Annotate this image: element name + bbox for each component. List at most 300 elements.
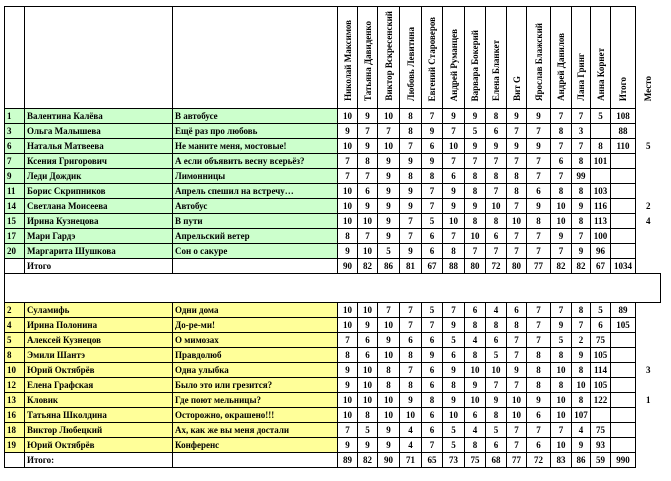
table-row	[5, 214, 661, 229]
place-cell	[636, 378, 661, 393]
score-cell: 10	[551, 393, 572, 408]
score-cell: 9	[443, 393, 465, 408]
totals-blank	[173, 259, 338, 274]
score-cell: 6	[527, 438, 551, 453]
score-cell: 10	[358, 393, 378, 408]
score-cell: 5	[358, 423, 378, 438]
score-cell: 6	[507, 303, 527, 318]
score-cell: 9	[338, 378, 358, 393]
judge-header	[338, 7, 358, 109]
score-cell: 9	[507, 363, 527, 378]
score-cell: 9	[465, 378, 486, 393]
entry-number: 8	[5, 348, 25, 363]
column-total: 90	[378, 453, 400, 468]
score-cell: 6	[358, 333, 378, 348]
score-cell: 4	[400, 438, 422, 453]
score-cell: 7	[507, 423, 527, 438]
score-cell: 4	[465, 333, 486, 348]
table-row	[5, 363, 661, 378]
column-total: 72	[486, 259, 507, 274]
score-cell: 5	[378, 244, 400, 259]
score-cell: 122	[591, 393, 611, 408]
score-cell: 6	[358, 184, 378, 199]
score-cell: 7	[507, 124, 527, 139]
score-cell: 9	[378, 184, 400, 199]
score-cell: 6	[422, 139, 443, 154]
score-cell: 10	[338, 184, 358, 199]
score-cell: 5	[591, 303, 611, 318]
table-row	[5, 423, 661, 438]
score-cell: 7	[507, 348, 527, 363]
row-total: 88	[611, 124, 636, 139]
work-title: Где поют мельницы?	[173, 393, 338, 408]
score-cell: 96	[591, 244, 611, 259]
table-row	[5, 199, 661, 214]
total-header-label: Итого	[618, 76, 628, 101]
author-name: Ксения Григорович	[25, 154, 173, 169]
score-cell: 9	[338, 244, 358, 259]
header-title-cell	[173, 7, 338, 109]
row-total	[611, 378, 636, 393]
score-cell: 7	[507, 154, 527, 169]
score-cell: 9	[338, 363, 358, 378]
author-name: Маргарита Шушкова	[25, 244, 173, 259]
table-row	[5, 393, 661, 408]
score-cell: 6	[358, 348, 378, 363]
score-cell: 7	[486, 244, 507, 259]
score-cell: 10	[338, 109, 358, 124]
table-row	[5, 408, 661, 423]
table-row	[5, 229, 661, 244]
score-cell: 7	[527, 229, 551, 244]
score-cell: 5	[443, 333, 465, 348]
score-cell: 8	[507, 184, 527, 199]
place-cell	[636, 408, 661, 423]
judge-header	[378, 7, 400, 109]
score-cell: 9	[358, 139, 378, 154]
score-cell: 8	[527, 214, 551, 229]
score-cell: 9	[378, 169, 400, 184]
header-author-cell	[25, 7, 173, 109]
column-total: 82	[358, 259, 378, 274]
score-cell: 6	[465, 303, 486, 318]
row-total	[611, 438, 636, 453]
entry-number: 17	[5, 229, 25, 244]
score-cell: 8	[551, 348, 572, 363]
score-cell: 4	[486, 303, 507, 318]
judge-header	[400, 7, 422, 109]
column-total: 72	[527, 453, 551, 468]
judge-name: Андрей Руманцев	[448, 28, 459, 101]
score-cell: 7	[338, 423, 358, 438]
column-total: 77	[507, 453, 527, 468]
totals-row	[5, 453, 661, 468]
score-cell: 9	[400, 244, 422, 259]
score-cell: 7	[465, 154, 486, 169]
score-cell: 8	[486, 408, 507, 423]
score-cell: 7	[465, 244, 486, 259]
entry-number: 11	[5, 184, 25, 199]
score-cell: 2	[572, 333, 591, 348]
place-cell: 1	[636, 393, 661, 408]
score-cell: 8	[422, 393, 443, 408]
row-total: 105	[611, 318, 636, 333]
score-cell: 7	[486, 184, 507, 199]
entry-number: 2	[5, 303, 25, 318]
score-cell: 10	[358, 214, 378, 229]
score-cell: 6	[422, 244, 443, 259]
column-total: 86	[378, 259, 400, 274]
score-cell: 9	[572, 438, 591, 453]
judge-name: Вит G	[511, 76, 522, 101]
score-cell: 10	[378, 109, 400, 124]
entry-number: 10	[5, 363, 25, 378]
score-cell: 7	[400, 318, 422, 333]
place-cell	[636, 124, 661, 139]
judge-name: Анна Корнет	[595, 48, 606, 101]
entry-number: 18	[5, 423, 25, 438]
score-cell: 7	[572, 229, 591, 244]
score-cell: 8	[507, 169, 527, 184]
score-cell: 10	[338, 408, 358, 423]
score-cell: 9	[378, 229, 400, 244]
score-cell: 9	[422, 348, 443, 363]
author-name: Ирина Полонина	[25, 318, 173, 333]
score-cell: 10	[551, 408, 572, 423]
score-cell: 10	[338, 303, 358, 318]
score-cell: 9	[443, 318, 465, 333]
judge-header	[422, 7, 443, 109]
score-cell: 6	[551, 154, 572, 169]
entry-number: 1	[5, 109, 25, 124]
row-total	[611, 423, 636, 438]
author-name: Кловик	[25, 393, 173, 408]
totals-blank	[173, 453, 338, 468]
score-cell: 8	[551, 378, 572, 393]
score-cell: 6	[465, 408, 486, 423]
author-name: Татьяна Школдина	[25, 408, 173, 423]
score-cell: 10	[465, 363, 486, 378]
score-cell: 6	[422, 333, 443, 348]
table-row	[5, 169, 661, 184]
judge-name: Любовь Левитина	[405, 26, 416, 101]
score-cell: 8	[551, 124, 572, 139]
score-cell: 8	[572, 184, 591, 199]
score-cell: 7	[527, 124, 551, 139]
entry-number: 5	[5, 333, 25, 348]
score-cell: 5	[591, 109, 611, 124]
judge-header	[465, 7, 486, 109]
judge-header	[572, 7, 591, 109]
score-cell: 9	[527, 199, 551, 214]
score-cell: 10	[378, 139, 400, 154]
author-name: Юрий Октябрёв	[25, 438, 173, 453]
score-cell: 9	[465, 199, 486, 214]
table-row	[5, 109, 661, 124]
score-cell: 8	[465, 169, 486, 184]
judge-header	[527, 7, 551, 109]
work-title: Осторожно, окрашено!!!	[173, 408, 338, 423]
score-cell: 7	[358, 169, 378, 184]
column-total: 67	[422, 259, 443, 274]
column-total: 65	[422, 453, 443, 468]
score-cell: 9	[358, 438, 378, 453]
table-row	[5, 303, 661, 318]
entry-number: 12	[5, 378, 25, 393]
score-cell: 7	[358, 229, 378, 244]
place-blank	[636, 453, 661, 468]
score-cell: 10	[507, 214, 527, 229]
score-cell: 6	[527, 184, 551, 199]
work-title: В автобусе	[173, 109, 338, 124]
score-cell: 9	[572, 199, 591, 214]
score-cell: 7	[443, 229, 465, 244]
row-total	[611, 214, 636, 229]
column-total: 82	[572, 259, 591, 274]
score-cell: 8	[358, 408, 378, 423]
score-cell: 5	[486, 348, 507, 363]
score-cell: 7	[527, 169, 551, 184]
row-total: 108	[611, 109, 636, 124]
place-cell	[636, 109, 661, 124]
author-name: Наталья Матвеева	[25, 139, 173, 154]
score-cell: 8	[486, 214, 507, 229]
place-cell	[636, 244, 661, 259]
place-cell: 2	[636, 199, 661, 214]
column-total: 71	[400, 453, 422, 468]
score-cell: 7	[551, 109, 572, 124]
score-cell: 8	[572, 393, 591, 408]
score-cell: 10	[507, 408, 527, 423]
judge-name: Евгений Староверов	[427, 16, 437, 101]
score-cell: 7	[572, 139, 591, 154]
score-cell: 7	[527, 303, 551, 318]
score-cell: 100	[591, 229, 611, 244]
judge-header	[486, 7, 507, 109]
score-cell: 9	[507, 109, 527, 124]
column-total: 1034	[611, 259, 636, 274]
score-cell: 10	[465, 393, 486, 408]
score-cell: 6	[422, 378, 443, 393]
score-cell: 9	[465, 139, 486, 154]
work-title: Апрельский ветер	[173, 229, 338, 244]
score-cell: 9	[378, 333, 400, 348]
score-cell: 8	[527, 378, 551, 393]
score-cell: 9	[400, 184, 422, 199]
score-cell: 8	[443, 244, 465, 259]
score-cell: 7	[507, 244, 527, 259]
score-cell: 9	[378, 423, 400, 438]
judge-header	[443, 7, 465, 109]
score-cell: 9	[400, 154, 422, 169]
author-name: Леди Дождик	[25, 169, 173, 184]
column-total: 83	[551, 453, 572, 468]
score-cell: 9	[338, 438, 358, 453]
judge-name: Андрей Данилов	[556, 33, 566, 101]
table-row	[5, 318, 661, 333]
score-cell: 8	[465, 318, 486, 333]
row-total	[611, 363, 636, 378]
totals-row	[5, 259, 661, 274]
place-cell	[636, 154, 661, 169]
work-title: Лимонницы	[173, 169, 338, 184]
score-cell: 10	[338, 199, 358, 214]
row-total	[611, 229, 636, 244]
author-name: Светлана Моисеева	[25, 199, 173, 214]
column-total: 75	[465, 453, 486, 468]
score-cell: 6	[422, 229, 443, 244]
score-cell	[591, 169, 611, 184]
column-total: 990	[611, 453, 636, 468]
score-cell: 105	[591, 348, 611, 363]
score-cell: 8	[400, 169, 422, 184]
score-cell: 10	[551, 199, 572, 214]
row-total: 89	[611, 303, 636, 318]
row-total	[611, 408, 636, 423]
score-cell: 6	[591, 318, 611, 333]
table-row	[5, 378, 661, 393]
column-total: 89	[338, 453, 358, 468]
score-cell: 8	[400, 109, 422, 124]
score-cell: 8	[527, 363, 551, 378]
score-cell: 9	[378, 438, 400, 453]
column-total: 82	[358, 453, 378, 468]
score-cell: 9	[422, 124, 443, 139]
score-cell: 8	[338, 229, 358, 244]
author-name: Эмили Шантэ	[25, 348, 173, 363]
score-cell: 5	[422, 303, 443, 318]
score-cell: 6	[486, 229, 507, 244]
judge-header	[507, 7, 527, 109]
score-cell: 4	[400, 423, 422, 438]
score-cell: 8	[378, 363, 400, 378]
score-cell: 10	[400, 408, 422, 423]
score-cell: 9	[378, 199, 400, 214]
entry-number: 13	[5, 393, 25, 408]
work-title: Апрель спешил на встречу…	[173, 184, 338, 199]
author-name: Валентина Калёва	[25, 109, 173, 124]
place-header	[636, 7, 661, 109]
separator-cell	[5, 274, 661, 303]
score-cell: 9	[572, 348, 591, 363]
score-cell: 6	[527, 408, 551, 423]
score-cell: 9	[551, 229, 572, 244]
score-cell: 7	[486, 154, 507, 169]
score-cell: 8	[486, 169, 507, 184]
table-row	[5, 244, 661, 259]
score-cell: 7	[507, 333, 527, 348]
score-cell: 5	[443, 423, 465, 438]
score-cell: 8	[591, 139, 611, 154]
score-cell: 7	[400, 363, 422, 378]
score-cell: 6	[443, 348, 465, 363]
column-total: 88	[443, 259, 465, 274]
score-cell: 7	[507, 199, 527, 214]
work-title: Правдолюб	[173, 348, 338, 363]
column-total: 59	[591, 453, 611, 468]
score-cell: 7	[443, 154, 465, 169]
score-cell: 10	[551, 363, 572, 378]
score-cell: 9	[443, 199, 465, 214]
score-cell: 9	[358, 109, 378, 124]
table-row	[5, 154, 661, 169]
score-cell: 7	[422, 109, 443, 124]
column-total: 80	[465, 259, 486, 274]
score-cell: 5	[486, 423, 507, 438]
entry-number: 15	[5, 214, 25, 229]
place-header-label: Место	[643, 76, 654, 102]
score-cell: 10	[486, 363, 507, 378]
place-cell	[636, 184, 661, 199]
place-cell	[636, 229, 661, 244]
score-cell: 7	[527, 333, 551, 348]
score-cell: 7	[378, 303, 400, 318]
score-cell: 10	[443, 214, 465, 229]
score-cell: 9	[551, 318, 572, 333]
place-cell	[636, 169, 661, 184]
score-cell: 10	[572, 378, 591, 393]
score-cell: 10	[338, 139, 358, 154]
entry-number: 14	[5, 199, 25, 214]
score-cell: 8	[465, 214, 486, 229]
score-cell: 105	[591, 378, 611, 393]
score-cell: 75	[591, 333, 611, 348]
score-cell: 7	[527, 318, 551, 333]
column-total: 90	[338, 259, 358, 274]
place-cell	[636, 423, 661, 438]
author-name: Алексей Кузнецов	[25, 333, 173, 348]
header-number-cell	[5, 7, 25, 109]
score-cell: 7	[507, 378, 527, 393]
work-title: Одни дома	[173, 303, 338, 318]
score-cell: 10	[378, 348, 400, 363]
author-name: Елена Графская	[25, 378, 173, 393]
score-cell: 99	[572, 169, 591, 184]
place-cell	[636, 303, 661, 318]
score-cell: 107	[572, 408, 591, 423]
entry-number: 4	[5, 318, 25, 333]
author-name: Суламифь	[25, 303, 173, 318]
score-cell: 8	[400, 378, 422, 393]
score-cell: 9	[486, 393, 507, 408]
work-title: Ах, как же вы меня достали	[173, 423, 338, 438]
score-cell: 10	[551, 214, 572, 229]
entry-number: 20	[5, 244, 25, 259]
score-cell: 7	[551, 423, 572, 438]
total-header	[611, 7, 636, 109]
group-separator	[5, 274, 661, 303]
score-cell: 8	[422, 169, 443, 184]
score-cell: 8	[551, 184, 572, 199]
score-cell: 6	[486, 124, 507, 139]
place-blank	[636, 259, 661, 274]
score-cell	[591, 408, 611, 423]
score-cell: 7	[572, 109, 591, 124]
row-total	[611, 244, 636, 259]
score-cell: 8	[572, 303, 591, 318]
place-cell: 4	[636, 214, 661, 229]
work-title: Сон о сакуре	[173, 244, 338, 259]
entry-number: 9	[5, 169, 25, 184]
score-cell: 7	[507, 438, 527, 453]
score-cell: 8	[358, 154, 378, 169]
work-title: Ещё раз про любовь	[173, 124, 338, 139]
totals-label: Итого:	[25, 453, 173, 468]
entry-number: 3	[5, 124, 25, 139]
score-cell: 6	[486, 438, 507, 453]
place-cell	[636, 318, 661, 333]
score-cell: 8	[486, 109, 507, 124]
